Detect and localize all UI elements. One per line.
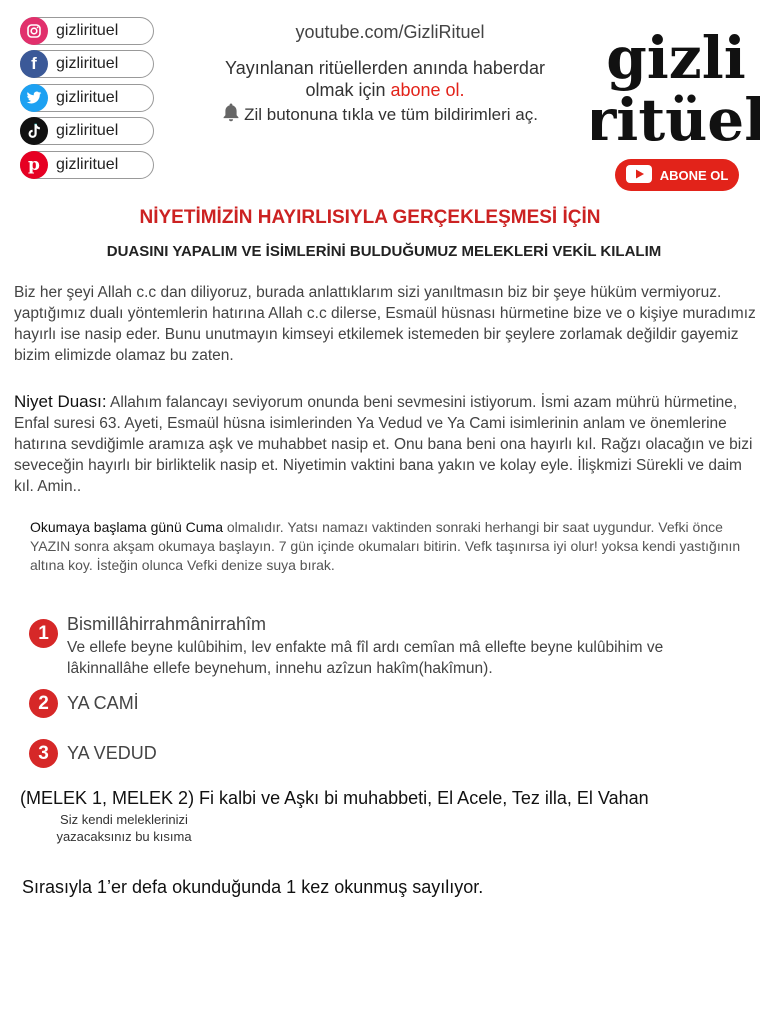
instructions-paragraph	[30, 518, 750, 575]
instagram-icon	[20, 17, 48, 45]
social-handle: gizlirituel	[56, 55, 119, 72]
instructions-text: olmalıdır. Yatsı namazı vaktinden sonraki herhangi bir saat uygundur. Vefki önce YAZIN sonra akşam okumaya başlayın. 7 gün içinde okumaları bitirin. Vefk taşınırsa iyi olur! yoksa kendi yastığının altına koy. İsteğin olunca Vefki denize suya bırak.	[30, 519, 741, 573]
social-tiktok[interactable]	[20, 117, 154, 145]
bell-notice	[185, 102, 575, 127]
subscribe-button-label: ABONE OL	[659, 167, 729, 183]
step-title-2: YA CAMİ	[67, 693, 139, 713]
subscribe-line-1: Yayınlanan ritüellerden anında haberdar	[225, 58, 545, 78]
pinterest-icon: p	[20, 151, 48, 179]
step-number-2: 2	[29, 689, 58, 718]
intro-paragraph: Biz her şeyi Allah c.c dan diliyoruz, burada anlattıklarım sizi yanıltmasın biz bir şeye hüküm vermiyoruz. yaptığımız dualı yöntemlerin hatırına Allah c.c dilerse, Esmaül hüsnası hürmetine bize ve o kişiye muradımız hayırlı ise nasip eder. Bunu unutmayın kimseyi etkilemek istemeden bir şeylere zorlamak değildir gayemiz bizim elimizde olamaz bu zaten.	[14, 284, 756, 364]
subscribe-line-2	[190, 80, 580, 101]
niyet-text: Allahım falancayı seviyorum onunda beni sevmesini istiyorum. İsmi azam mührü hürmetine, Enfal suresi 63. Ayeti, Esmaül hüsna isimlerinden Ya Vedud ve Ya Cami isimlerinin anlam ve önemlerine hatırına sevdiğimle aramıza aşk ve muhabbet nasip et. Onu bana beni ona hayırlı kıl. Rağzı olacağın ve bizi seveceğin hayırlı bir birliktelik nasip et. Niyetimin vaktini bana yakın ve kolay eyle. İlişkmizi Sürekli ve daim kıl. Amin..	[14, 394, 753, 495]
niyet-paragraph	[14, 391, 758, 497]
page-title: NİYETİMİZİN HAYIRLISIYLA GERÇEKLEŞMESİ İÇİN	[139, 207, 601, 228]
step-number-3: 3	[29, 739, 58, 768]
social-handle: gizlirituel	[56, 156, 119, 173]
facebook-icon: f	[20, 50, 48, 78]
step-title-3: YA VEDUD	[67, 743, 157, 763]
subscribe-link[interactable]: abone ol.	[390, 80, 465, 100]
step-number-1: 1	[29, 619, 58, 648]
youtube-url[interactable]: youtube.com/GizliRituel	[295, 22, 485, 42]
melek-note: Siz kendi meleklerinizi yazacaksınız bu kısıma	[56, 812, 192, 844]
logo-line-2: ritüel	[592, 86, 760, 152]
niyet-label: Niyet Duası:	[14, 392, 107, 411]
social-handle: gizlirituel	[56, 122, 119, 139]
step-text-1: Ve ellefe beyne kulûbihim, lev enfakte mâ fîl ardı cemîan mâ ellefte beyne kulûbihim ve lâkinnallâhe ellefe beynehum, innehu azîzun hakîm(hakîmun).	[67, 639, 664, 677]
bell-text: Zil butonuna tıkla ve tüm bildirimleri aç.	[244, 105, 538, 124]
social-instagram[interactable]	[20, 17, 154, 45]
tiktok-icon	[20, 117, 48, 145]
twitter-icon	[20, 84, 48, 112]
subscribe-prefix: olmak için	[305, 80, 391, 100]
gizli-rituel-logo	[592, 12, 760, 152]
social-pinterest[interactable]	[20, 151, 154, 179]
final-note: Sırasıyla 1’er defa okunduğunda 1 kez okunmuş sayılıyor.	[22, 877, 484, 897]
social-twitter[interactable]	[20, 84, 154, 112]
social-handle: gizlirituel	[56, 22, 119, 39]
page-subtitle: DUASINI YAPALIM VE İSİMLERİNİ BULDUĞUMUZ MELEKLERİ VEKİL KILALIM	[106, 243, 662, 260]
bell-icon	[222, 102, 240, 127]
youtube-play-icon	[626, 165, 652, 186]
social-facebook[interactable]	[20, 50, 154, 78]
logo-line-1: gizli	[606, 24, 746, 92]
step-title-1: Bismillâhirrahmânirrahîm	[67, 614, 267, 634]
social-handle: gizlirituel	[56, 89, 119, 106]
melek-line: (MELEK 1, MELEK 2) Fi kalbi ve Aşkı bi muhabbeti, El Acele, Tez illa, El Vahan	[20, 788, 649, 808]
subscribe-button[interactable]	[615, 159, 739, 191]
instructions-lead: Okumaya başlama günü Cuma	[30, 519, 223, 535]
